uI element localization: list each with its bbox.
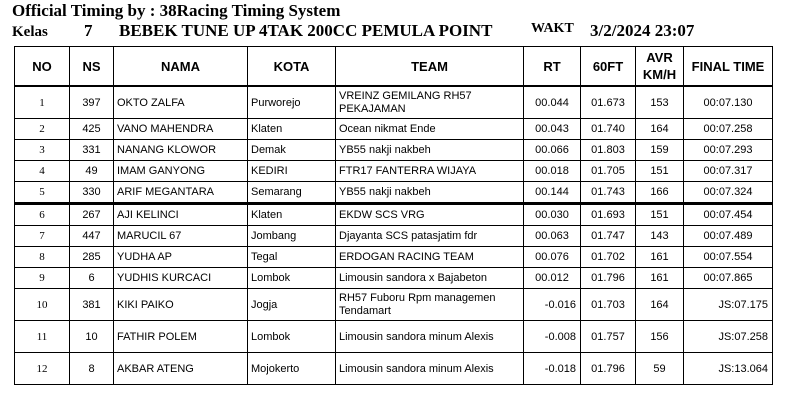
- time-label: WAKT: [531, 21, 574, 36]
- cell-avr: 164: [636, 289, 684, 321]
- table-row: [15, 353, 773, 385]
- cell-team: FTR17 FANTERRA WIJAYA: [336, 161, 524, 182]
- cell-final-time: 00:07.258: [684, 119, 773, 140]
- cell-ns: 49: [70, 161, 114, 182]
- cell-final-time: JS:13.064: [684, 353, 773, 385]
- cell-no: 2: [15, 119, 70, 140]
- cell-team: Limousin sandora minum Alexis: [336, 353, 524, 385]
- cell-avr: 151: [636, 204, 684, 226]
- cell-avr: 159: [636, 140, 684, 161]
- cell-final-time: 00:07.293: [684, 140, 773, 161]
- table-row: [15, 247, 773, 268]
- cell-60ft: 01.673: [581, 86, 636, 119]
- column-header-avr: [636, 47, 684, 87]
- cell-avr: 166: [636, 182, 684, 204]
- cell-nama: ARIF MEGANTARA: [114, 182, 248, 204]
- cell-ns: 285: [70, 247, 114, 268]
- cell-team: ERDOGAN RACING TEAM: [336, 247, 524, 268]
- cell-rt: 00.144: [524, 182, 581, 204]
- cell-60ft: 01.743: [581, 182, 636, 204]
- cell-60ft: 01.796: [581, 353, 636, 385]
- cell-60ft: 01.740: [581, 119, 636, 140]
- column-header-final-time: [684, 47, 773, 87]
- cell-kota: Purworejo: [248, 86, 336, 119]
- class-info-line: [12, 21, 792, 43]
- cell-team: YB55 nakji nakbeh: [336, 140, 524, 161]
- cell-team: RH57 Fuboru Rpm managemen Tendamart: [336, 289, 524, 321]
- cell-ns: 447: [70, 226, 114, 247]
- cell-ns: 267: [70, 204, 114, 226]
- cell-team: Limousin sandora x Bajabeton: [336, 268, 524, 289]
- cell-kota: Jogja: [248, 289, 336, 321]
- cell-no: 7: [15, 226, 70, 247]
- cell-kota: Klaten: [248, 204, 336, 226]
- cell-kota: Lombok: [248, 268, 336, 289]
- cell-avr: 161: [636, 268, 684, 289]
- cell-no: 9: [15, 268, 70, 289]
- cell-rt: 00.066: [524, 140, 581, 161]
- cell-ns: 381: [70, 289, 114, 321]
- cell-nama: AKBAR ATENG: [114, 353, 248, 385]
- cell-60ft: 01.703: [581, 289, 636, 321]
- cell-team: VREINZ GEMILANG RH57 PEKAJAMAN: [336, 86, 524, 119]
- cell-no: 12: [15, 353, 70, 385]
- cell-rt: -0.008: [524, 321, 581, 353]
- cell-rt: -0.018: [524, 353, 581, 385]
- cell-60ft: 01.693: [581, 204, 636, 226]
- cell-ns: 10: [70, 321, 114, 353]
- column-header-nama: NAMA: [114, 47, 248, 87]
- results-table: [14, 46, 773, 385]
- cell-no: 6: [15, 204, 70, 226]
- cell-no: 1: [15, 86, 70, 119]
- cell-rt: 00.043: [524, 119, 581, 140]
- cell-final-time: 00:07.554: [684, 247, 773, 268]
- cell-kota: Jombang: [248, 226, 336, 247]
- cell-60ft: 01.796: [581, 268, 636, 289]
- table-row: [15, 119, 773, 140]
- cell-nama: VANO MAHENDRA: [114, 119, 248, 140]
- cell-final-time: 00:07.454: [684, 204, 773, 226]
- cell-ns: 8: [70, 353, 114, 385]
- table-row: [15, 140, 773, 161]
- cell-kota: Lombok: [248, 321, 336, 353]
- table-row: [15, 204, 773, 226]
- event-name: BEBEK TUNE UP 4TAK 200CC PEMULA POINT: [119, 21, 493, 40]
- cell-team: Djayanta SCS patasjatim fdr: [336, 226, 524, 247]
- cell-nama: FATHIR POLEM: [114, 321, 248, 353]
- cell-avr: 153: [636, 86, 684, 119]
- cell-final-time: 00:07.130: [684, 86, 773, 119]
- cell-final-time: 00:07.489: [684, 226, 773, 247]
- column-header-60ft: 60FT: [581, 47, 636, 87]
- cell-team: Limousin sandora minum Alexis: [336, 321, 524, 353]
- cell-nama: AJI KELINCI: [114, 204, 248, 226]
- cell-no: 11: [15, 321, 70, 353]
- column-header-no: NO: [15, 47, 70, 87]
- event-datetime: 3/2/2024 23:07: [590, 21, 695, 40]
- cell-nama: OKTO ZALFA: [114, 86, 248, 119]
- cell-nama: YUDHA AP: [114, 247, 248, 268]
- cell-final-time: JS:07.258: [684, 321, 773, 353]
- cell-no: 4: [15, 161, 70, 182]
- cell-rt: 00.018: [524, 161, 581, 182]
- cell-avr: 59: [636, 353, 684, 385]
- page-title: Official Timing by : 38Racing Timing System: [12, 1, 341, 20]
- cell-final-time: 00:07.317: [684, 161, 773, 182]
- cell-60ft: 01.803: [581, 140, 636, 161]
- cell-60ft: 01.705: [581, 161, 636, 182]
- cell-rt: -0.016: [524, 289, 581, 321]
- column-header-ns: NS: [70, 47, 114, 87]
- cell-nama: KIKI PAIKO: [114, 289, 248, 321]
- table-row: [15, 161, 773, 182]
- cell-avr: 164: [636, 119, 684, 140]
- column-header-avr-text: AVR KM/H: [642, 50, 677, 82]
- cell-rt: 00.076: [524, 247, 581, 268]
- class-number: 7: [84, 21, 93, 40]
- column-header-final-time-text: FINAL TIME: [691, 58, 765, 74]
- cell-rt: 00.044: [524, 86, 581, 119]
- table-header-row: [15, 47, 773, 87]
- cell-nama: MARUCIL 67: [114, 226, 248, 247]
- cell-team: YB55 nakji nakbeh: [336, 182, 524, 204]
- table-row: [15, 182, 773, 204]
- table-row: [15, 321, 773, 353]
- cell-nama: YUDHIS KURCACI: [114, 268, 248, 289]
- cell-kota: Klaten: [248, 119, 336, 140]
- cell-60ft: 01.702: [581, 247, 636, 268]
- cell-60ft: 01.757: [581, 321, 636, 353]
- cell-kota: KEDIRI: [248, 161, 336, 182]
- table-row: [15, 268, 773, 289]
- cell-no: 3: [15, 140, 70, 161]
- cell-avr: 143: [636, 226, 684, 247]
- cell-final-time: 00:07.324: [684, 182, 773, 204]
- cell-avr: 156: [636, 321, 684, 353]
- cell-team: Ocean nikmat Ende: [336, 119, 524, 140]
- cell-team: EKDW SCS VRG: [336, 204, 524, 226]
- cell-kota: Tegal: [248, 247, 336, 268]
- cell-ns: 331: [70, 140, 114, 161]
- cell-rt: 00.030: [524, 204, 581, 226]
- cell-final-time: 00:07.865: [684, 268, 773, 289]
- column-header-rt: RT: [524, 47, 581, 87]
- table-row: [15, 226, 773, 247]
- cell-ns: 397: [70, 86, 114, 119]
- cell-nama: IMAM GANYONG: [114, 161, 248, 182]
- cell-nama: NANANG KLOWOR: [114, 140, 248, 161]
- cell-final-time: JS:07.175: [684, 289, 773, 321]
- column-header-team: TEAM: [336, 47, 524, 87]
- cell-ns: 6: [70, 268, 114, 289]
- cell-ns: 330: [70, 182, 114, 204]
- cell-kota: Semarang: [248, 182, 336, 204]
- cell-avr: 151: [636, 161, 684, 182]
- cell-rt: 00.012: [524, 268, 581, 289]
- cell-no: 8: [15, 247, 70, 268]
- cell-60ft: 01.747: [581, 226, 636, 247]
- table-row: [15, 289, 773, 321]
- cell-avr: 161: [636, 247, 684, 268]
- cell-kota: Demak: [248, 140, 336, 161]
- table-row: [15, 86, 773, 119]
- column-header-kota: KOTA: [248, 47, 336, 87]
- cell-no: 5: [15, 182, 70, 204]
- cell-kota: Mojokerto: [248, 353, 336, 385]
- cell-ns: 425: [70, 119, 114, 140]
- class-label: Kelas: [12, 24, 48, 40]
- cell-rt: 00.063: [524, 226, 581, 247]
- cell-no: 10: [15, 289, 70, 321]
